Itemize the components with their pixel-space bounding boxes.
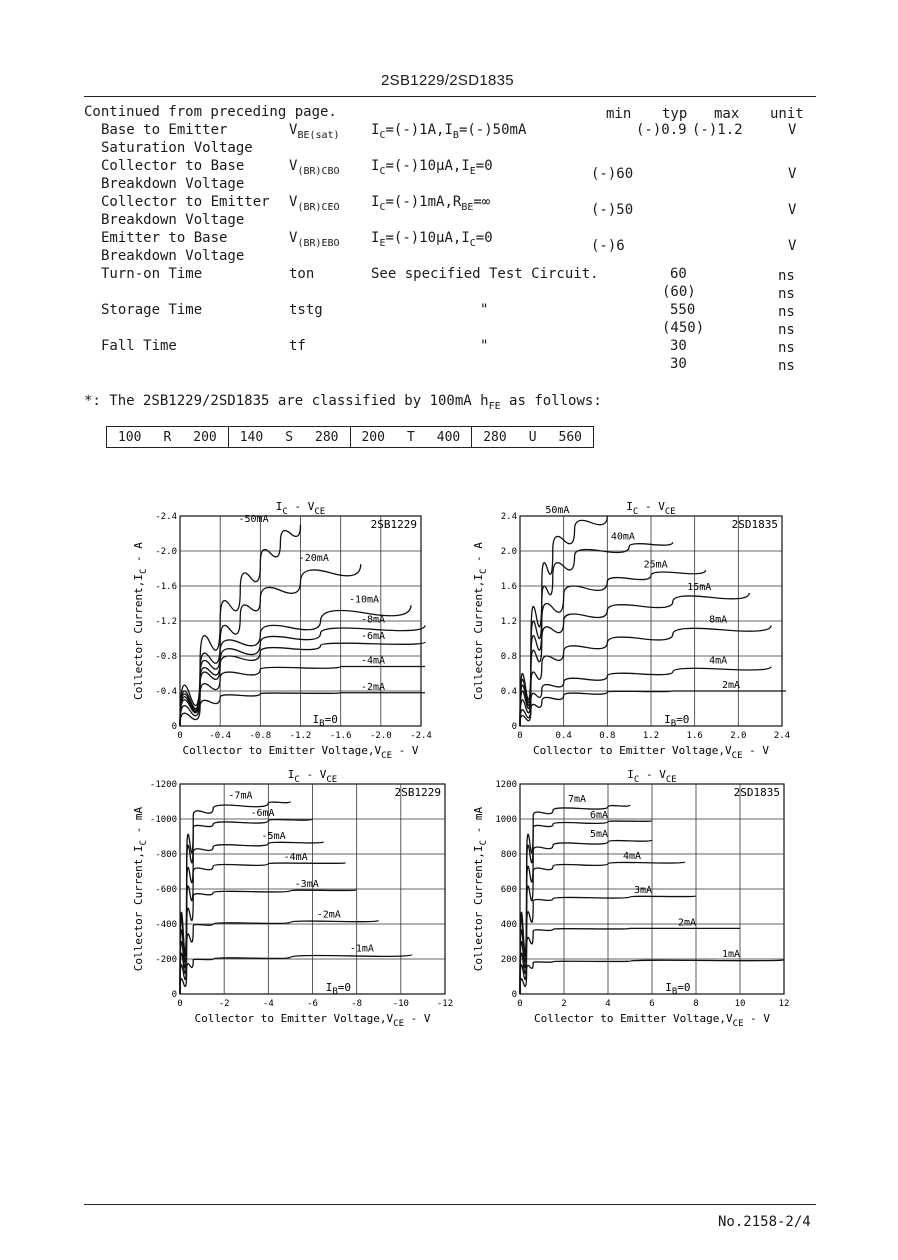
x-tick-label: -1.2	[289, 731, 312, 741]
param-name: Breakdown Voltage	[101, 176, 245, 192]
series-label: -3mA	[294, 878, 319, 890]
classification-value: 560	[558, 429, 582, 445]
series-line	[180, 625, 425, 726]
plot-frame	[520, 516, 782, 726]
x-tick-label: 0	[517, 999, 523, 1009]
x-tick-label: 4	[605, 999, 611, 1009]
param-unit: V	[788, 202, 797, 218]
series-line	[520, 960, 784, 994]
y-tick-label: 0	[511, 722, 517, 732]
y-tick-label: -600	[155, 885, 177, 895]
param-name: Breakdown Voltage	[101, 248, 245, 264]
x-tick-label: -0.4	[209, 731, 232, 741]
param-name: Collector to Base	[101, 158, 245, 174]
device-label: 2SD1835	[733, 786, 780, 799]
series-line	[180, 890, 357, 994]
x-tick-label: 2	[561, 999, 567, 1009]
x-tick-label: 0.4	[555, 731, 572, 741]
param-condition: $I_C=(-)10\mu A,I_E=0$	[371, 158, 493, 177]
param-min: (-)6	[591, 238, 625, 254]
series-label: 25mA	[643, 559, 668, 571]
series-label: -5mA	[261, 830, 286, 842]
series-line	[520, 667, 771, 727]
param-typ: 60	[670, 266, 687, 282]
x-tick-label: -10	[392, 999, 409, 1009]
series-line	[520, 896, 696, 994]
classification-cell	[229, 427, 351, 447]
series-label: -2mA	[316, 909, 341, 921]
series-label: -6mA	[250, 808, 275, 819]
param-condition: $I_C=(-)1A,I_B=(-)50mA$	[371, 122, 527, 141]
page-number: No.2158-2/4	[718, 1214, 811, 1230]
series-label: 1mA	[722, 948, 741, 960]
param-condition: $I_C=(-)1mA,R_{BE}=\infty$	[371, 194, 491, 213]
x-axis-label: Collector to Emitter $Voltage,V_{CE}$ - V	[532, 744, 770, 761]
param-name: Emitter to Base	[101, 230, 228, 246]
y-tick-label: 1.6	[500, 582, 517, 592]
device-label: 2SB1229	[394, 786, 441, 799]
y-tick-label: -2.0	[155, 547, 177, 557]
series-label: -20mA	[298, 553, 329, 565]
series-line	[520, 862, 685, 994]
param-symbol: ton	[289, 266, 315, 282]
plot-frame	[180, 513, 421, 726]
series-line	[520, 625, 771, 726]
y-axis-label: Collector $Current,I_C$ - A	[472, 542, 489, 700]
classification-value: T	[406, 429, 415, 445]
y-tick-label: -0.4	[155, 687, 177, 697]
series-line	[180, 842, 324, 994]
series-label: 50mA	[545, 505, 570, 516]
x-tick-label: -2.4	[410, 731, 432, 741]
x-tick-label: -1.6	[329, 731, 352, 741]
y-tick-label: -200	[155, 955, 177, 965]
series-line	[180, 564, 361, 726]
series-line	[520, 928, 740, 994]
x-axis-label: Collector to Emitter $Voltage,V_{CE}$ - V	[533, 1012, 771, 1029]
y-tick-label: 1000	[495, 815, 517, 825]
series-line	[180, 605, 411, 726]
col-header-typ: typ	[662, 106, 688, 122]
param-name: Turn-on Time	[101, 266, 203, 282]
series-label: 2mA	[678, 917, 697, 929]
y-tick-label: 0.8	[500, 652, 517, 662]
param-condition: See specified Test Circuit.	[371, 266, 599, 282]
classification-cell	[351, 427, 473, 447]
y-tick-label: 1200	[495, 780, 517, 790]
param-condition: $I_E=(-)10\mu A,I_C=0$	[371, 230, 493, 249]
y-tick-label: 1.2	[500, 617, 517, 627]
classification-value: 280	[315, 429, 339, 445]
param-symbol: $V_{(BR)EBO}$	[289, 230, 340, 249]
x-tick-label: 12	[778, 999, 790, 1009]
y-tick-label: 800	[500, 850, 517, 860]
series-label: -2mA	[361, 681, 386, 693]
classification-value: 400	[436, 429, 461, 445]
classification-value: 280	[483, 429, 507, 445]
classification-value: R	[163, 429, 172, 445]
y-tick-label: 600	[500, 885, 517, 895]
classification-value: U	[528, 429, 537, 445]
chart-title: $I_C - V_{CE}$	[627, 768, 677, 785]
param-typ: 30	[670, 338, 687, 354]
x-tick-label: -0.8	[249, 731, 272, 741]
y-tick-label: -1.2	[155, 617, 177, 627]
baseline-label: $I_B=0$	[325, 981, 352, 997]
param-unit: ns	[778, 322, 795, 338]
series-line	[520, 821, 652, 994]
classification-value: 200	[361, 429, 385, 445]
col-header-unit: unit	[770, 106, 804, 122]
y-tick-label: -400	[155, 920, 177, 930]
y-axis-label: Collector $Current,I_C$ - A	[132, 542, 149, 700]
series-label: -6mA	[361, 631, 386, 642]
series-line	[520, 542, 673, 726]
col-header-min: min	[606, 106, 632, 122]
classification-value: 140	[239, 429, 264, 445]
series-line	[180, 863, 346, 994]
series-line	[520, 570, 706, 726]
x-tick-label: 0	[177, 999, 183, 1009]
classification-cell	[472, 427, 593, 447]
classification-value: S	[285, 429, 294, 445]
param-min: (-)60	[591, 166, 634, 182]
series-line	[180, 525, 301, 726]
x-tick-label: -8	[351, 999, 363, 1009]
series-label: -4mA	[361, 655, 386, 667]
y-tick-label: 2.0	[500, 547, 517, 557]
y-tick-label: 400	[500, 920, 517, 930]
y-tick-label: -0.8	[155, 652, 177, 662]
series-line	[520, 593, 749, 726]
param-unit: V	[788, 166, 797, 182]
series-line	[180, 693, 425, 726]
x-axis-label: Collector to Emitter $Voltage,V_{CE}$ - V	[194, 1012, 431, 1029]
param-symbol: tf	[289, 338, 306, 354]
param-condition: "	[480, 338, 489, 354]
x-tick-label: 0	[177, 731, 183, 741]
classification-note-suffix: as follows:	[500, 393, 602, 409]
x-tick-label: 1.2	[642, 731, 660, 741]
param-max: (-)1.2	[692, 122, 743, 138]
classification-note	[84, 393, 602, 412]
y-tick-label: -1200	[149, 780, 177, 790]
series-label: -50mA	[238, 513, 269, 525]
series-line	[180, 819, 313, 994]
y-tick-label: 0.4	[500, 687, 517, 697]
x-tick-label: 8	[693, 999, 699, 1009]
param-unit: ns	[778, 358, 795, 374]
y-tick-label: 0	[171, 722, 177, 732]
chart-title: $I_C - V_{CE}$	[275, 500, 326, 517]
x-tick-label: 6	[649, 999, 655, 1009]
series-line	[180, 802, 290, 995]
param-min: (-)50	[591, 202, 634, 218]
y-tick-label: 0	[171, 990, 177, 1000]
x-tick-label: -4	[262, 999, 274, 1009]
param-symbol: tstg	[289, 302, 323, 318]
series-label: 7mA	[568, 794, 587, 805]
param-name: Collector to Emitter	[101, 194, 270, 210]
col-header-max: max	[714, 106, 740, 122]
param-symbol: $V_{(BR)CBO}$	[289, 158, 340, 177]
baseline-label: $I_B=0$	[665, 981, 691, 997]
y-tick-label: 0	[511, 990, 517, 1000]
y-tick-label: -800	[155, 850, 177, 860]
series-label: -1mA	[349, 943, 374, 955]
param-typ: 550	[670, 302, 696, 318]
baseline-label: $I_B=0$	[312, 713, 338, 729]
footer-rule	[84, 1204, 816, 1205]
series-line	[520, 805, 630, 994]
x-axis-label: Collector to Emitter $Voltage,V_{CE}$ - V	[182, 744, 419, 761]
series-label: -10mA	[348, 594, 380, 606]
series-label: 4mA	[709, 655, 728, 667]
x-tick-label: -2.0	[369, 731, 392, 741]
chart-title: $I_C - V_{CE}$	[287, 768, 338, 785]
x-tick-label: 0	[517, 731, 523, 741]
table-intro: Continued from preceding page.	[84, 104, 337, 120]
page-header-title: 2SB1229/2SD1835	[381, 72, 514, 89]
param-unit: V	[788, 122, 797, 138]
param-unit: ns	[778, 304, 795, 320]
series-label: 5mA	[590, 829, 609, 840]
series-label: 6mA	[590, 809, 609, 821]
series-label: -8mA	[361, 614, 386, 626]
param-typ: 30	[670, 356, 687, 372]
param-unit: ns	[778, 268, 795, 284]
series-label: 8mA	[709, 614, 728, 626]
series-line	[520, 840, 652, 994]
x-tick-label: -2	[218, 999, 230, 1009]
x-tick-label: -6	[307, 999, 318, 1009]
y-axis-label: Collector $Current,I_C$ - mA	[132, 806, 149, 972]
param-name: Saturation Voltage	[101, 140, 253, 156]
param-typ: (450)	[662, 320, 705, 336]
param-symbol: $V_{BE(sat)}$	[289, 122, 340, 141]
series-line	[520, 516, 607, 726]
x-tick-label: 10	[734, 999, 746, 1009]
series-label: 15mA	[687, 582, 712, 593]
plot-frame	[520, 784, 784, 994]
series-label: -4mA	[283, 851, 308, 863]
header-rule	[84, 96, 816, 97]
x-tick-label: 0.8	[599, 731, 616, 741]
param-unit: ns	[778, 340, 795, 356]
series-line	[180, 955, 412, 994]
classification-note-sub: FE	[488, 401, 501, 412]
series-label: 3mA	[634, 885, 653, 896]
plot-frame	[180, 784, 445, 994]
device-label: 2SB1229	[370, 518, 417, 531]
baseline-label: $I_B=0$	[664, 713, 690, 729]
param-name: Fall Time	[101, 338, 177, 354]
y-tick-label: -1.6	[155, 582, 177, 592]
param-unit: ns	[778, 286, 795, 302]
y-tick-label: -2.4	[155, 512, 177, 522]
classification-value: 100	[117, 429, 142, 445]
series-label: 2mA	[722, 680, 741, 691]
classification-table	[106, 426, 594, 448]
x-tick-label: -12	[436, 999, 454, 1009]
param-symbol: $V_{(BR)CEO}$	[289, 194, 340, 213]
param-name: Breakdown Voltage	[101, 212, 245, 228]
classification-cell	[107, 427, 229, 447]
param-typ: (-)0.9	[636, 122, 687, 138]
series-label: 40mA	[610, 531, 635, 543]
classification-value: 200	[193, 429, 217, 445]
y-axis-label: Collector $Current,I_C$ - mA	[472, 806, 489, 972]
series-line	[180, 667, 425, 727]
series-label: -7mA	[228, 790, 253, 802]
series-label: 4mA	[623, 850, 642, 862]
y-tick-label: 2.4	[500, 512, 517, 522]
param-condition: "	[480, 302, 489, 318]
y-tick-label: -1000	[149, 815, 177, 825]
param-name: Base to Emitter	[101, 122, 228, 138]
series-line	[520, 691, 786, 726]
classification-note-prefix: *: The 2SB1229/2SD1835 are classified by 100mA h	[84, 393, 489, 409]
series-line	[180, 921, 379, 995]
y-tick-label: 200	[500, 955, 517, 965]
x-tick-label: 1.6	[686, 731, 703, 741]
device-label: 2SD1835	[731, 518, 778, 531]
param-typ: (60)	[662, 284, 696, 300]
param-name: Storage Time	[101, 302, 203, 318]
x-tick-label: 2.0	[730, 731, 747, 741]
series-line	[180, 642, 425, 726]
chart-title: $I_C - V_{CE}$	[626, 500, 676, 517]
x-tick-label: 2.4	[773, 731, 791, 741]
param-unit: V	[788, 238, 797, 254]
